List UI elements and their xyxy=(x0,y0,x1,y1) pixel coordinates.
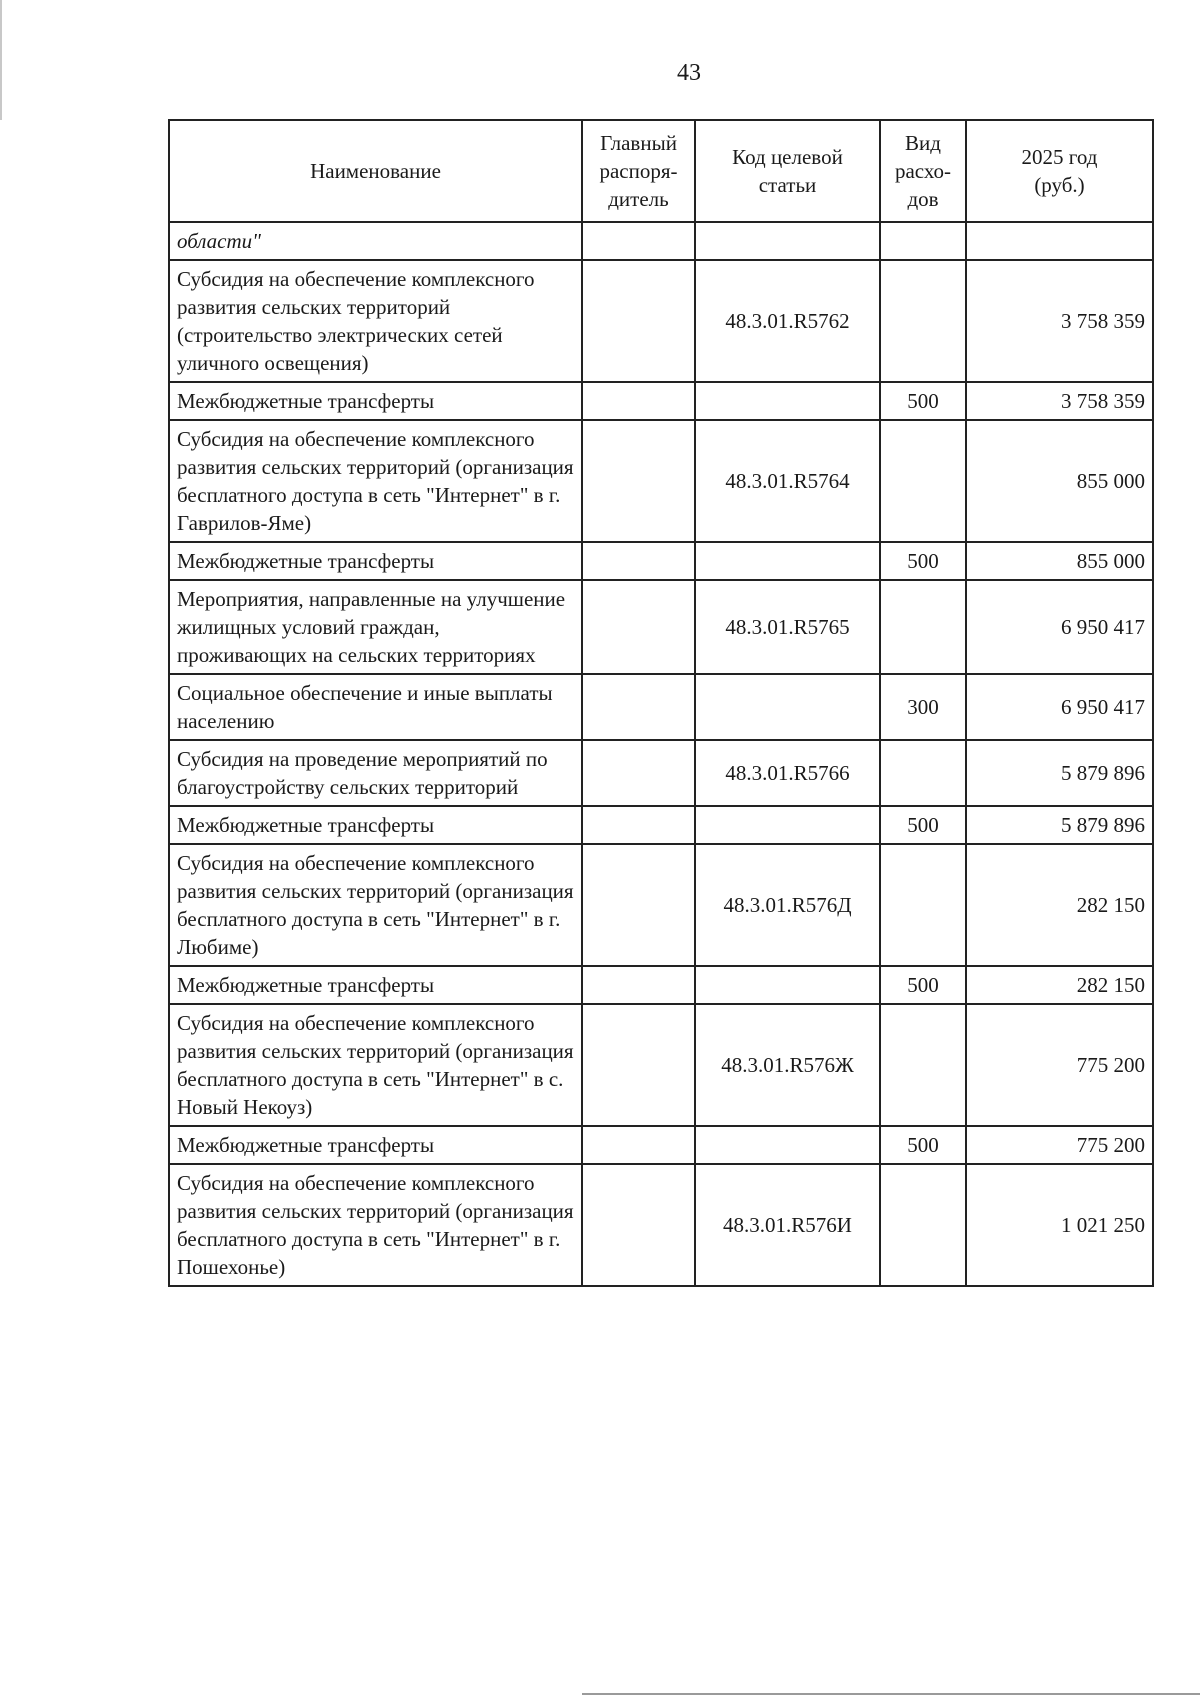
cell-code: 48.3.01.R5766 xyxy=(695,740,880,806)
cell-expense-type: 500 xyxy=(880,806,966,844)
cell-amount xyxy=(966,222,1153,260)
cell-amount: 3 758 359 xyxy=(966,382,1153,420)
cell-code: 48.3.01.R5765 xyxy=(695,580,880,674)
cell-manager xyxy=(582,740,695,806)
cell-amount: 5 879 896 xyxy=(966,740,1153,806)
cell-manager xyxy=(582,580,695,674)
cell-expense-type xyxy=(880,844,966,966)
cell-manager xyxy=(582,966,695,1004)
cell-expense-type xyxy=(880,420,966,542)
table-row xyxy=(169,542,1153,580)
cell-name: области" xyxy=(169,222,582,260)
cell-expense-type xyxy=(880,1164,966,1286)
cell-code: 48.3.01.R5764 xyxy=(695,420,880,542)
cell-manager xyxy=(582,260,695,382)
cell-code xyxy=(695,222,880,260)
cell-expense-type xyxy=(880,1004,966,1126)
cell-amount: 282 150 xyxy=(966,844,1153,966)
cell-manager xyxy=(582,1164,695,1286)
cell-amount: 855 000 xyxy=(966,420,1153,542)
cell-amount: 6 950 417 xyxy=(966,580,1153,674)
cell-expense-type: 500 xyxy=(880,382,966,420)
header-name: Наименование xyxy=(169,120,582,222)
cell-code xyxy=(695,966,880,1004)
page-number: 43 xyxy=(677,60,701,86)
cell-expense-type: 500 xyxy=(880,542,966,580)
cell-name: Субсидия на обеспечение комплексного развития сельских территорий (организация бесплатного доступа в сеть "Интернет" в с. Новый Некоуз) xyxy=(169,1004,582,1126)
table-row xyxy=(169,844,1153,966)
cell-name: Субсидия на обеспечение комплексного развития сельских территорий (организация бесплатного доступа в сеть "Интернет" в г. Любиме) xyxy=(169,844,582,966)
cell-manager xyxy=(582,1126,695,1164)
cell-name: Субсидия на обеспечение комплексного развития сельских территорий (организация бесплатного доступа в сеть "Интернет" в г. Гаврилов-Яме) xyxy=(169,420,582,542)
cell-manager xyxy=(582,420,695,542)
cell-expense-type: 300 xyxy=(880,674,966,740)
table-row xyxy=(169,382,1153,420)
cell-amount: 6 950 417 xyxy=(966,674,1153,740)
cell-manager xyxy=(582,844,695,966)
header-manager: Главный распоря-дитель xyxy=(582,120,695,222)
table-header-row xyxy=(169,120,1153,222)
cell-expense-type xyxy=(880,740,966,806)
header-code: Код целевой статьи xyxy=(695,120,880,222)
cell-amount: 1 021 250 xyxy=(966,1164,1153,1286)
cell-name: Межбюджетные трансферты xyxy=(169,1126,582,1164)
table-row xyxy=(169,740,1153,806)
cell-amount: 775 200 xyxy=(966,1004,1153,1126)
cell-name: Межбюджетные трансферты xyxy=(169,806,582,844)
budget-table xyxy=(168,119,1154,1287)
scan-edge-line xyxy=(582,1693,1200,1695)
cell-expense-type xyxy=(880,580,966,674)
cell-code xyxy=(695,806,880,844)
cell-expense-type: 500 xyxy=(880,966,966,1004)
cell-code: 48.3.01.R576Ж xyxy=(695,1004,880,1126)
table-row xyxy=(169,1126,1153,1164)
table-row xyxy=(169,222,1153,260)
cell-code: 48.3.01.R5762 xyxy=(695,260,880,382)
table-row xyxy=(169,420,1153,542)
cell-manager xyxy=(582,222,695,260)
cell-expense-type xyxy=(880,222,966,260)
header-expense-type: Вид расхо-дов xyxy=(880,120,966,222)
cell-name: Субсидия на обеспечение комплексного развития сельских территорий (организация бесплатного доступа в сеть "Интернет" в г. Пошехонье) xyxy=(169,1164,582,1286)
cell-code xyxy=(695,542,880,580)
cell-amount: 5 879 896 xyxy=(966,806,1153,844)
cell-manager xyxy=(582,542,695,580)
table-row xyxy=(169,674,1153,740)
cell-manager xyxy=(582,1004,695,1126)
cell-name: Межбюджетные трансферты xyxy=(169,382,582,420)
cell-amount: 3 758 359 xyxy=(966,260,1153,382)
cell-name: Субсидия на обеспечение комплексного развития сельских территорий (строительство электрических сетей уличного освещения) xyxy=(169,260,582,382)
table-body xyxy=(169,222,1153,1286)
cell-manager xyxy=(582,382,695,420)
cell-code xyxy=(695,382,880,420)
cell-manager xyxy=(582,806,695,844)
cell-code xyxy=(695,1126,880,1164)
cell-code: 48.3.01.R576Д xyxy=(695,844,880,966)
cell-amount: 775 200 xyxy=(966,1126,1153,1164)
table-row xyxy=(169,260,1153,382)
table-row xyxy=(169,806,1153,844)
cell-name: Межбюджетные трансферты xyxy=(169,966,582,1004)
table-row xyxy=(169,966,1153,1004)
cell-name: Мероприятия, направленные на улучшение жилищных условий граждан, проживающих на сельских территориях xyxy=(169,580,582,674)
cell-name: Субсидия на проведение мероприятий по благоустройству сельских территорий xyxy=(169,740,582,806)
cell-expense-type xyxy=(880,260,966,382)
cell-name: Социальное обеспечение и иные выплаты населению xyxy=(169,674,582,740)
cell-expense-type: 500 xyxy=(880,1126,966,1164)
cell-code xyxy=(695,674,880,740)
table-row xyxy=(169,580,1153,674)
cell-amount: 282 150 xyxy=(966,966,1153,1004)
cell-code: 48.3.01.R576И xyxy=(695,1164,880,1286)
table-row xyxy=(169,1004,1153,1126)
header-amount-2025: 2025 год (руб.) xyxy=(966,120,1153,222)
cell-amount: 855 000 xyxy=(966,542,1153,580)
cell-manager xyxy=(582,674,695,740)
table-row xyxy=(169,1164,1153,1286)
cell-name: Межбюджетные трансферты xyxy=(169,542,582,580)
